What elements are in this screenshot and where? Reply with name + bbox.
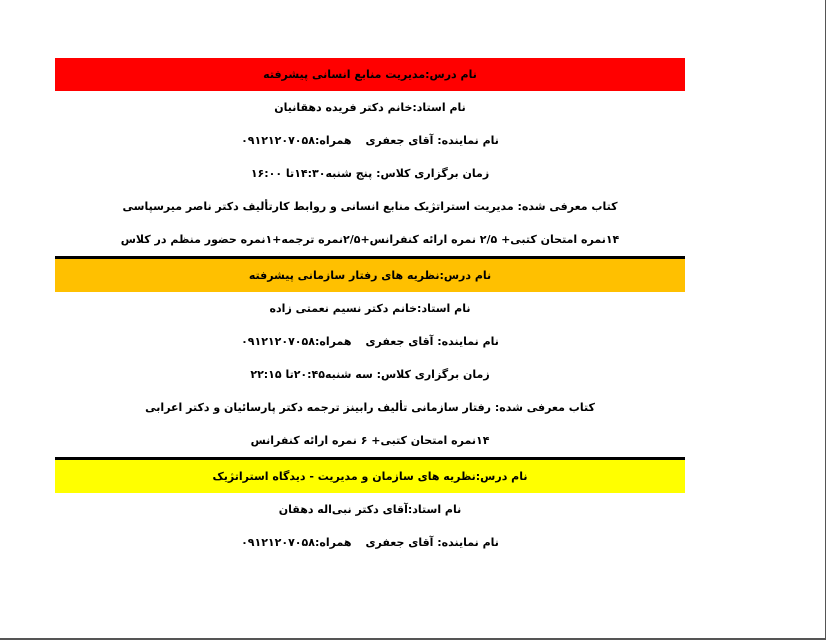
book-line: کتاب معرفی شده: رفتار سازمانی تألیف رابینز ترجمه دکتر پارسائیان و دکتر اعرابی [145, 401, 595, 414]
course-title: نام درس:مدیریت منابع انسانی پیشرفته [55, 58, 685, 91]
course-block-3 [55, 460, 685, 559]
representative-name: نام نماینده: آقای جعفری [365, 335, 499, 348]
instructor-line: نام استاد:خانم دکتر نسیم نعمتی زاده [269, 302, 471, 315]
course-title: نام درس:نظریه های رفتار سازمانی پیشرفته [55, 259, 685, 292]
book-line: کتاب معرفی شده: مدیریت استراتژیک منابع انسانی و روابط کارتألیف دکتر ناصر میرسپاسی [122, 200, 618, 213]
grading-line: ۱۴نمره امتحان کتبی+ ۶ نمره ارائه کنفرانس [250, 434, 490, 447]
representative-line [55, 325, 685, 358]
representative-mobile: همراه:۰۹۱۲۱۲۰۷۰۵۸ [241, 134, 352, 147]
instructor-line: نام استاد:آقای دکتر نبی‌اله دهقان [278, 503, 462, 516]
representative-line [55, 124, 685, 157]
representative-mobile: همراه:۰۹۱۲۱۲۰۷۰۵۸ [241, 335, 352, 348]
schedule-line: زمان برگزاری کلاس: پنج شنبه۱۴:۳۰تا ۱۶:۰۰ [250, 167, 490, 180]
representative-line [55, 526, 685, 559]
grading-line: ۱۴نمره امتحان کتبی+ ۲/۵ نمره ارائه کنفرانس+۲/۵نمره ترجمه+۱نمره حضور منظم در کلاس [120, 233, 620, 246]
course-block-1 [55, 58, 685, 256]
schedule-line: زمان برگزاری کلاس: سه شنبه۲۰:۴۵تا ۲۲:۱۵ [250, 368, 490, 381]
instructor-line: نام استاد:خانم دکتر فریده دهقانیان [274, 101, 466, 114]
course-sheet [55, 58, 685, 559]
course-title: نام درس:نظریه های سازمان و مدیریت - دیدگاه استراتژیک [55, 460, 685, 493]
representative-name: نام نماینده: آقای جعفری [365, 536, 499, 549]
representative-name: نام نماینده: آقای جعفری [365, 134, 499, 147]
representative-mobile: همراه:۰۹۱۲۱۲۰۷۰۵۸ [241, 536, 352, 549]
course-block-2 [55, 259, 685, 457]
